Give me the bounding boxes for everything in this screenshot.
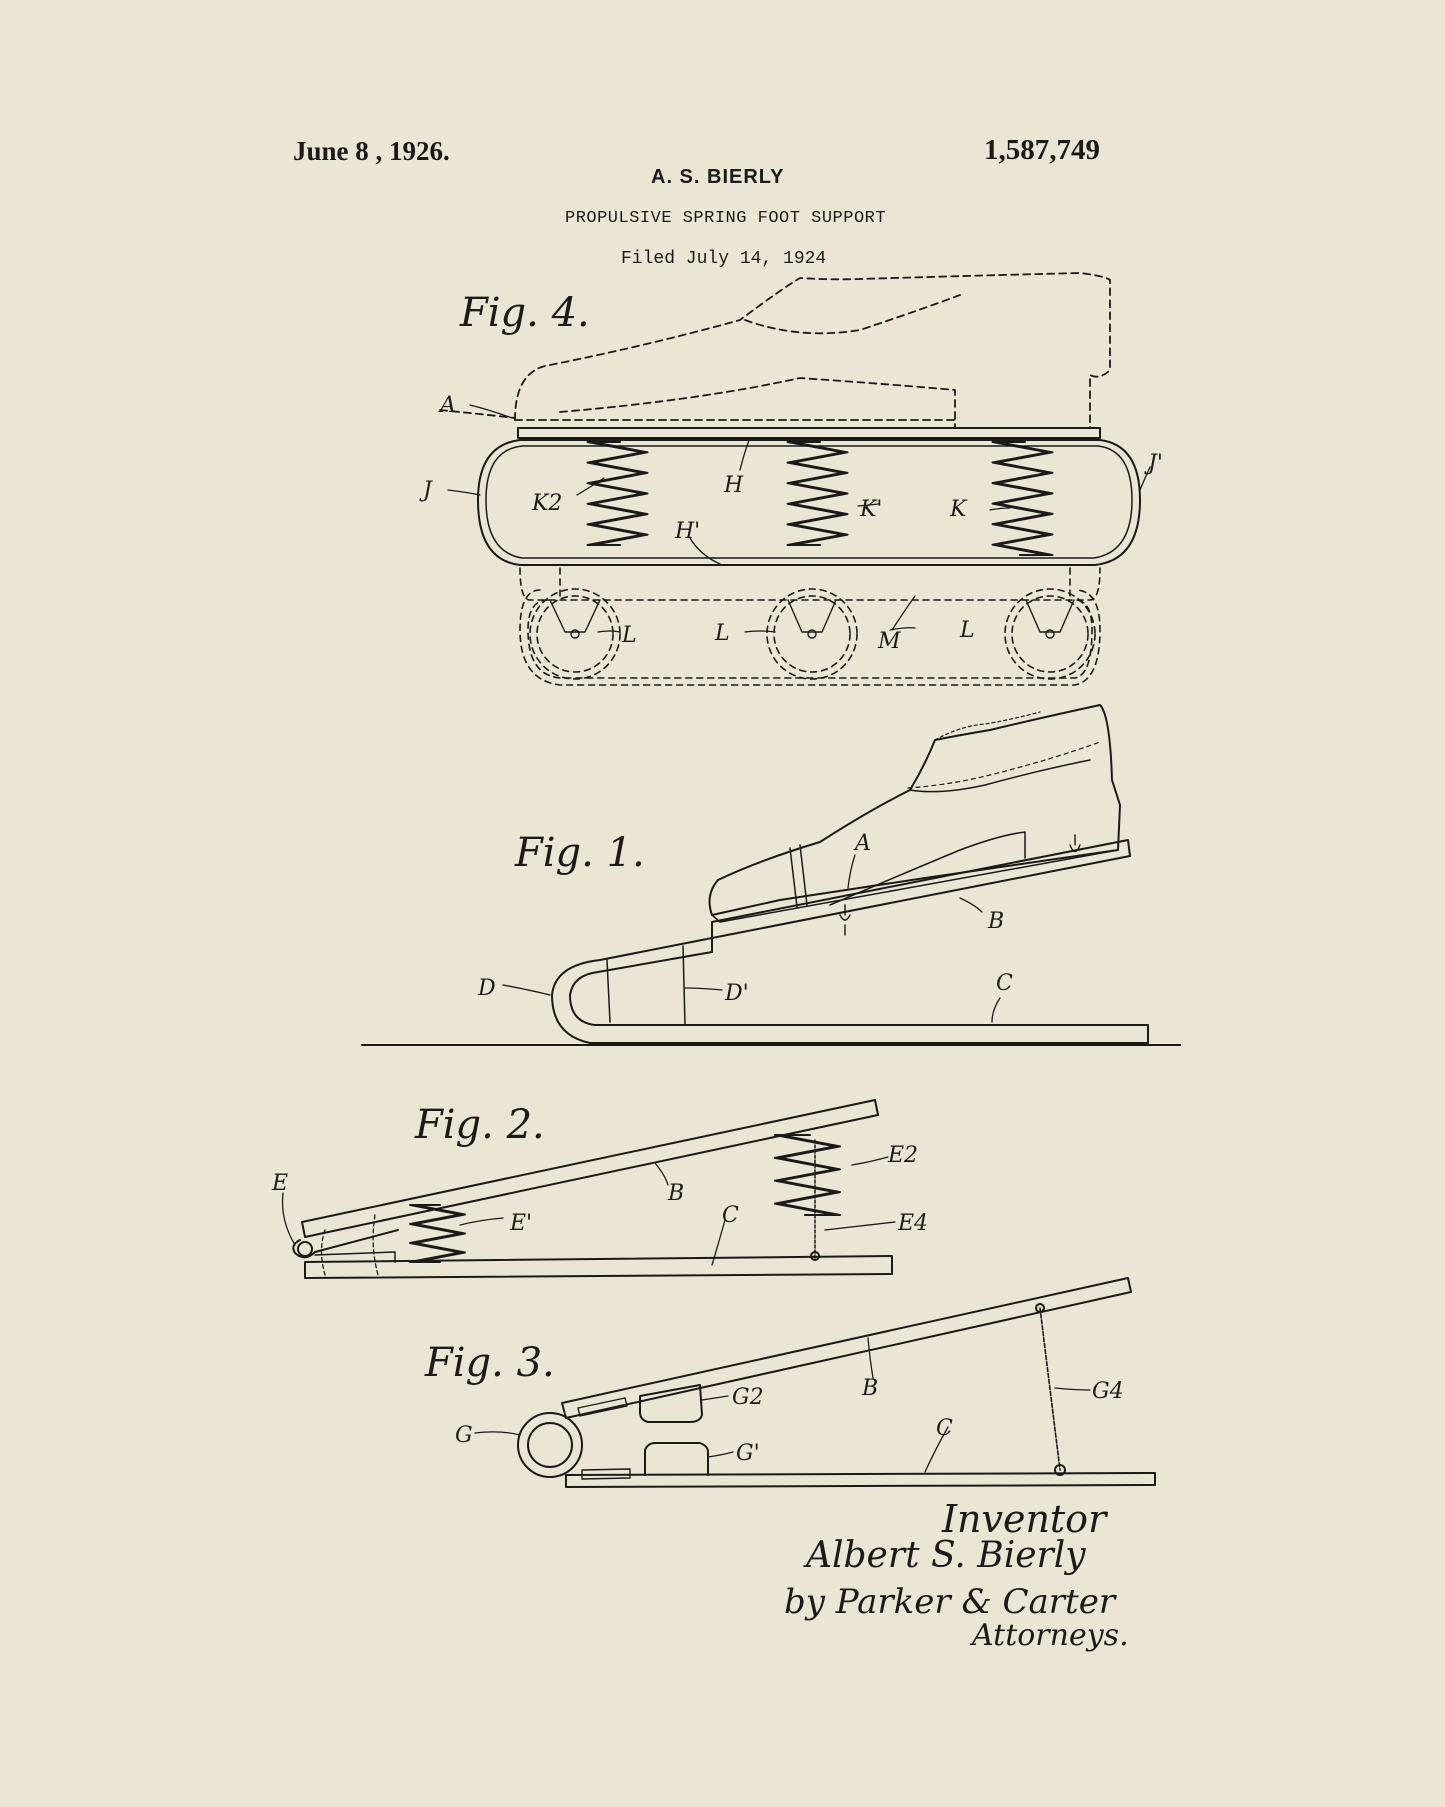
figure-2: [271, 1100, 928, 1278]
fig4-label-h1: H': [675, 519, 701, 544]
fig1-label-c: C: [996, 971, 1013, 996]
spring-k2: [588, 442, 643, 545]
fig2-label-e: E: [272, 1171, 289, 1196]
fig4-label-k1: K': [860, 497, 883, 522]
fig2-label-b: B: [668, 1181, 685, 1206]
fig4-wheel-track: [520, 568, 1100, 685]
fig1-caption: Fig. 1.: [515, 830, 645, 876]
fig2-spring-e2: [775, 1135, 840, 1215]
fig4-label-j: J: [423, 478, 432, 503]
fig4-label-k: K: [950, 497, 967, 522]
figure-4: [419, 273, 1163, 685]
fig1-label-d1: D': [725, 981, 749, 1006]
fig4-label-l-mid: L: [715, 621, 730, 646]
fig3-base-c: [566, 1473, 1155, 1487]
fig3-label-g: G: [455, 1423, 473, 1448]
fig3-leaders: [475, 1338, 1090, 1472]
fig3-label-b: B: [862, 1376, 879, 1401]
fig2-base-c: [305, 1256, 892, 1278]
fig2-label-c: C: [722, 1203, 739, 1228]
fig1-label-a: A: [855, 831, 871, 856]
fig4-label-l-right: L: [960, 618, 975, 643]
fig3-caption: Fig. 3.: [425, 1340, 555, 1386]
fig2-caption: Fig. 2.: [415, 1102, 545, 1148]
fig4-label-a: A: [440, 393, 456, 418]
fig3-label-g1: G': [736, 1441, 760, 1466]
signature-attorneys-label: Attorneys.: [972, 1618, 1129, 1653]
fig1-spring-d: [552, 938, 1148, 1043]
figure-3: [424, 1278, 1155, 1487]
patent-date: June 8 , 1926.: [293, 136, 450, 166]
fig1-shoe: [710, 705, 1120, 915]
figure-1: [362, 705, 1180, 1045]
fig4-sole-plate: [518, 428, 1100, 438]
fig2-label-e4: E4: [898, 1211, 929, 1236]
fig2-label-e1: E': [510, 1211, 533, 1236]
fig3-block-g1: [645, 1443, 708, 1475]
signature-inventor-label: Inventor: [942, 1497, 1107, 1541]
fig3-label-g4: G4: [1092, 1379, 1124, 1404]
fig1-label-b: B: [988, 909, 1005, 934]
fig4-label-j1: J': [1148, 451, 1163, 476]
fig4-label-m: M: [878, 629, 901, 654]
fig3-label-c: C: [936, 1416, 953, 1441]
signature-inventor-name: Albert S. Bierly: [806, 1535, 1086, 1576]
spring-k1: [788, 442, 843, 545]
fig4-springs: [588, 442, 1053, 555]
fig4-label-l-left: L: [622, 623, 637, 648]
filed-date: Filed July 14, 1924: [621, 249, 827, 269]
fig4-label-k2: K2: [532, 491, 563, 516]
patent-number: 1,587,749: [984, 134, 1100, 166]
fig3-label-g2: G2: [732, 1385, 764, 1410]
fig4-label-h: H: [724, 473, 744, 498]
fig4-caption: Fig. 4.: [460, 290, 590, 336]
fig1-label-d: D: [478, 976, 496, 1001]
fig3-plate-b: [562, 1278, 1131, 1418]
signature-by-attorneys: by Parker & Carter: [784, 1582, 1116, 1622]
inventor-header: A. S. BIERLY: [651, 166, 785, 188]
fig1-plate-b: [712, 840, 1130, 938]
fig2-plate-b: [302, 1100, 878, 1237]
patent-title: PROPULSIVE SPRING FOOT SUPPORT: [565, 209, 887, 228]
fig2-label-e2: E2: [888, 1143, 919, 1168]
fig3-chain-g4: [1040, 1308, 1060, 1470]
fig2-leaders: [283, 1157, 896, 1265]
